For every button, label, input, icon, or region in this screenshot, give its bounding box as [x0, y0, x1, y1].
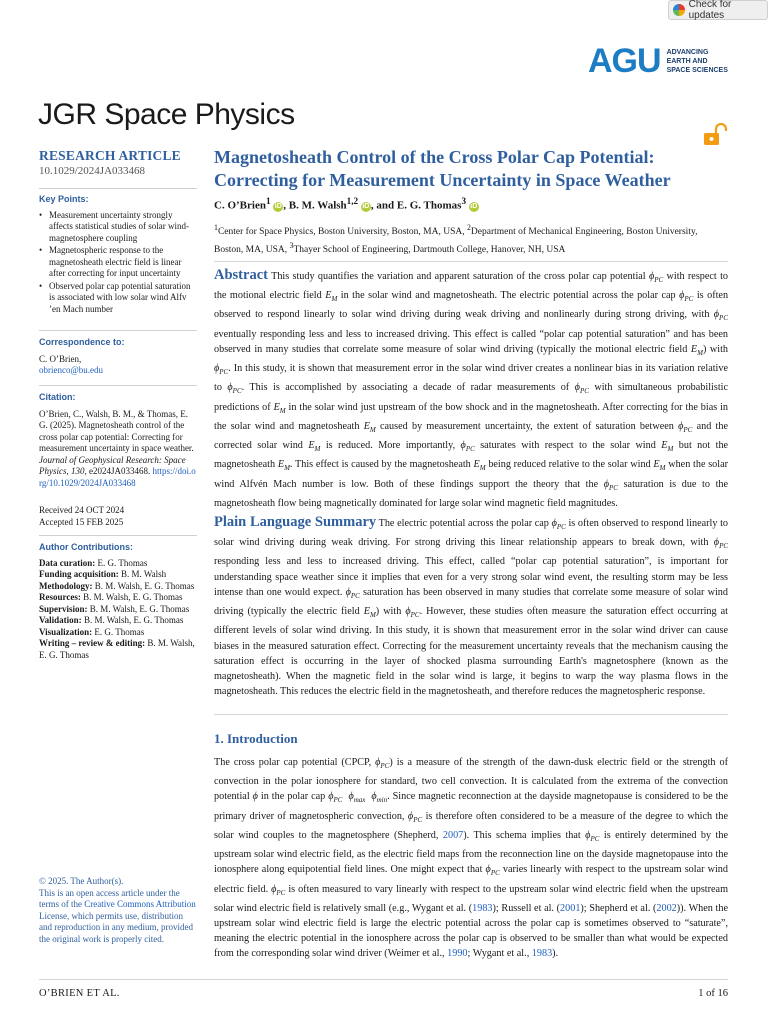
agu-logo-tagline [667, 48, 728, 75]
license-notice [39, 876, 197, 945]
key-point: • Measurement uncertainty strongly affects statistical studies of solar wind-magnetosphere coupling [49, 210, 197, 245]
abstract-heading: Abstract [214, 267, 268, 283]
correspondence-email-link[interactable]: obrienco@bu.edu [39, 365, 104, 375]
contribution-item: Funding acquisition: B. M. Walsh [39, 569, 167, 579]
affiliations: $^1$Center for Space Physics, Boston University, Boston, MA, USA, $^2$Department of Mechanical Engineering, Boston University, Boston, MA, USA, $^3$Thayer School of Engineering, Dartmouth College, Hanover, NH, USA [214, 223, 698, 256]
history-dates [39, 505, 197, 528]
orcid-icon[interactable]: iD [470, 202, 478, 210]
citation-journal: Journal of Geophysical Research: Space Physics, 130, [39, 454, 186, 476]
citation-doi-link[interactable]: https://doi.org/10.1029/2024JA033468 [39, 466, 196, 488]
orcid-icon[interactable]: iD [274, 202, 282, 210]
license-text: This is an open access article under the terms of the Creative Commons Attribution License, which permits use, distribution and reproduction in any medium, provided the original work is properly cited. [39, 887, 196, 944]
article-type: RESEARCH ARTICLE [39, 148, 181, 163]
agu-logo [588, 42, 728, 80]
contribution-item: Visualization: E. G. Thomas [39, 626, 145, 637]
contribution-item: Methodology: B. M. Walsh, E. G. Thomas [39, 580, 195, 591]
key-points [39, 188, 197, 316]
citation-heading: Citation: [39, 392, 76, 402]
contribution-item: Writing – review & editing: B. M. Walsh, E. G. Thomas [39, 638, 195, 660]
agu-tagline-3: SPACE SCIENCES [666, 66, 728, 74]
contributions-heading: Author Contributions: [39, 542, 133, 552]
author-contributions [39, 535, 197, 661]
contribution-item: Validation: B. M. Walsh, E. G. Thomas [39, 615, 184, 625]
author-name: C. O’Brien [214, 199, 266, 212]
introduction-body: The cross polar cap potential (CPCP, $\phi_{PC}$) is a measure of the strength of the dawn-dusk electric field or the strength of convection in the polar ionosphere for standard, two cell convection. It is calculated from the extrema of the convection potential ϕ in the polar cap $\phi_{PC}$ $\phi_{max}$ $\phi_{min}$. Since magnetic reconnection at the dayside magnetopause is considered to be the primary driver of magnetospheric convection, $\phi_{PC}$ is therefore often considered to be a measure of the degree to which the solar wind couples to the magnetosphere (Shepherd, 2007). This schema implies that $\phi_{PC}$ is entirely determined by the upstream solar wind electric field, as the electric field maps from the reconnection line on the dayside magnetopause into the ionosphere along equipotential field lines. One might expect that $\phi_{PC}$ varies linearly with respect to the upstream solar wind electric field. $\phi_{PC}$ is often measured to vary linearly with respect to the upstream solar wind electric field when the upstream solar wind electric field is relatively small (e.g., Wygant et al. (1983); Russell et al. (2001); Shepherd et al. (2002)). When the upstream solar wind electric field is large the electric potential across the polar cap is sometimes observed to “saturate”, meaning the electric potential in the ionosphere across the polar cap is observed to be smaller than what would be expected from the corresponding solar wind driver (Weimer et al., 1990; Wygant et al., 1983). [214, 757, 729, 960]
open-access-lock-icon [702, 123, 728, 147]
footer-divider [39, 979, 728, 980]
reference-year-link[interactable]: 2007 [442, 829, 464, 841]
correspondence [39, 330, 197, 377]
accepted-date: Accepted 15 FEB 2025 [39, 516, 124, 527]
creative-commons-link[interactable]: Creative Commons Attribution [84, 899, 196, 909]
author-list: C. O’Brien$^1$ iD , B. M. Walsh$^{1,2}$ iD , and E. G. Thomas$^3$ iD [214, 196, 478, 212]
divider [39, 535, 197, 536]
reference-year-link[interactable]: 2001 [560, 902, 581, 914]
author-name: E. G. Thomas [396, 199, 462, 212]
citation [39, 385, 197, 489]
plain-language-summary: Plain Language Summary The electric potential across the polar cap $\phi_{PC}$ is often observed to respond linearly to solar wind driving during weak driving. For strong driving this linear relationship appears to break down, with $\phi_{PC}$ responding less and less to increased driving. This effect, called “polar cap potential saturation”, is important for understanding space weather since it implies that even for a very strong solar wind event, the resulting storm may be less intense than one would expect. $\phi_{PC}$ saturation has been observed in many studies that correlate some measure of solar wind driving (typically the electric field $E_M$) with $\phi_{PC}$. However, these studies often measure the saturation effect occurring at different levels of solar wind driving. In this study, it is shown that measurement error in the solar wind driver can cause biases in the measured saturation effect. Correcting for the measurement uncertainty reveals that the mechanism causing the saturation effect is occurring in the layer of shocked plasma surrounding Earth's magnetosphere (known as the magnetosheath). When the magnetic field in the solar wind is large, it begins to warp the way plasma flows in the magnetosheath. This reduces the electric field in the magnetosheath, and therefore reduces the magnetospheric response. [214, 514, 729, 698]
journal-title: JGR Space Physics [38, 98, 295, 131]
divider [39, 385, 197, 386]
received-date: Received 24 OCT 2024 [39, 505, 125, 515]
author-name: B. M. Walsh [288, 199, 347, 212]
doi: 10.1029/2024JA033468 [39, 165, 146, 177]
orcid-icon[interactable]: iD [362, 202, 370, 210]
citation-reference: O’Brien, C., Walsh, B. M., & Thomas, E. G. (2025). Magnetosheath control of the cross polar cap potential: Correcting for measurement uncertainty in space weather. [39, 408, 194, 453]
correspondence-name: C. O’Brien, [39, 353, 82, 364]
contribution-item: Resources: B. M. Walsh, E. G. Thomas [39, 592, 183, 602]
abstract: Abstract This study quantifies the variation and apparent saturation of the cross polar cap potential $\phi_{PC}$ with respect to the motional electric field $E_M$ in the solar wind and magnetosheath. The electric potential across the polar cap $\phi_{PC}$ is often observed to respond linearly to solar wind driving during weak driving and nonlinearly during strong driving, with $\phi_{PC}$ eventually responding less and less to increased driving. This effect is called “polar cap potential saturation” and has been observed in many studies that correlate some measure of solar wind driving (typically the motional electric field $E_M$) with $\phi_{PC}$. In this study, it is shown that measurement error in the solar wind driver creates a nonlinear bias in its variation relative to $\phi_{PC}$. This is accomplished by associating a decade of radar measurements of $\phi_{PC}$ with simultaneous probabilistic predictions of $E_M$ in the solar wind just upstream of the bow shock and in the magnetosheath. After correcting for the bias in the solar wind and magnetosheath $E_M$ caused by measurement uncertainty, the extent of saturation between $\phi_{PC}$ and the corrected solar wind $E_M$ is reduced. More importantly, $\phi_{PC}$ saturates with respect to the solar wind $E_M$ but not the magnetosheath $E_M$. This effect is caused by the magnetosheath $E_M$ being reduced relative to the solar wind $E_M$ when the solar wind Alfvén Mach number is low. Both of these findings support the theory that the $\phi_{PC}$ saturation is due to the magnetosheath flow being magnetically dominated for large solar wind magnetic field magnitudes. [214, 267, 729, 509]
check-for-updates-button[interactable] [668, 0, 768, 20]
reference-year-link[interactable]: 1983 [472, 902, 493, 914]
agu-tagline-2: EARTH AND [666, 57, 708, 65]
key-points-heading: Key Points: [39, 194, 89, 204]
divider [39, 188, 197, 189]
check-for-updates-label: Check for updates [688, 0, 732, 21]
article-title: Magnetosheath Control of the Cross Polar Cap Potential: Correcting for Measurement Uncertainty in Space Weather [214, 147, 671, 190]
contribution-item: Supervision: B. M. Walsh, E. G. Thomas [39, 603, 190, 614]
crossmark-icon [673, 4, 685, 16]
key-point: • Observed polar cap potential saturation is associated with low solar wind Alfv ’en Mach number [49, 281, 197, 316]
divider [39, 330, 197, 331]
citation-text [39, 409, 197, 490]
reference-year-link[interactable]: 1983 [531, 948, 553, 960]
agu-tagline-1: ADVANCING [666, 48, 709, 56]
key-point: • Magnetospheric response to the magnetosheath electric field is linear after correcting for input uncertainty [49, 245, 197, 280]
agu-logo-letters: AGU [588, 42, 661, 80]
copyright: © 2025. The Author(s). [39, 876, 124, 886]
citation-article-id: e2024JA033468. [89, 466, 151, 476]
contribution-item: Data curation: E. G. Thomas [39, 557, 148, 568]
divider [214, 714, 728, 715]
footer-authors: O’BRIEN ET AL. [39, 988, 120, 999]
page-number: 1 of 16 [698, 988, 728, 999]
reference-year-link[interactable]: 1990 [447, 948, 468, 960]
pls-heading: Plain Language Summary [214, 514, 377, 530]
introduction-heading: 1. Introduction [214, 731, 298, 746]
reference-year-link[interactable]: 2002 [656, 902, 677, 914]
correspondence-heading: Correspondence to: [39, 337, 125, 347]
divider [214, 261, 728, 262]
